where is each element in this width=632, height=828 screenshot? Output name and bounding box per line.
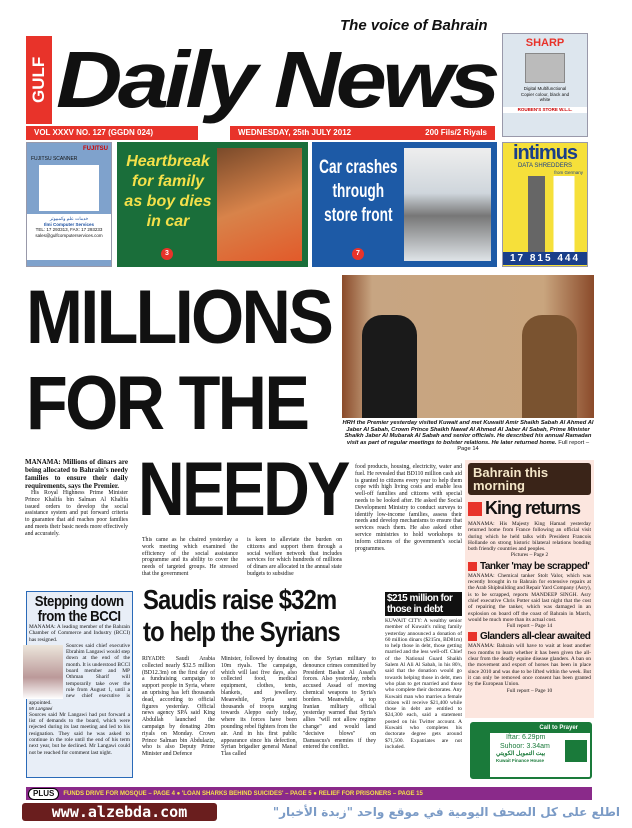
teaser-headline: Heartbreak for family as boy dies in car <box>124 153 212 230</box>
shredder-image <box>503 176 587 252</box>
lead-paragraph: His Royal Highness Prime Minister Prince Khalifa bin Salman Al Khalifa issued orders to develop the social assistance system and put forward criteria to guarantee that aid reaches poor families and meets their basic needs more effectively and accurately. <box>25 490 128 537</box>
fujitsu-company-ar: خدمات علم وكمبيوتر <box>49 216 89 221</box>
story-headline[interactable]: Glanders all-clear awaited <box>480 631 591 643</box>
bullet-icon <box>468 502 482 516</box>
alzebda-arabic-text: اطلع على كل الصحف اليومية في موقع واحد "زبدة الأخبار" <box>272 805 620 819</box>
fujitsu-title: FUJITSU SCANNER <box>31 156 78 162</box>
sharp-logo: SHARP <box>525 37 565 49</box>
alzebda-url[interactable]: www.alzebda.com <box>22 803 217 821</box>
bcci-headline[interactable]: Stepping down from the BCCI <box>34 593 124 625</box>
gulf-logo-box: GULF <box>26 36 52 124</box>
teaser-heartbreak[interactable] <box>117 142 308 267</box>
boy-photo <box>217 148 302 261</box>
lead-intro-column <box>25 458 128 538</box>
volume-bar: VOL XXXV NO. 127 (GGDN 024) <box>26 126 198 140</box>
bcci-paragraph: Sources said Mr Langawi had put forward a list of demands to the board, which were rejected during its last meeting and led to his resignation. They said he was asked to continue in the role until the end of his term next year, but he declined. Mr Langawi could not be reached for comment last night. <box>29 711 130 756</box>
sponsor-name: Kuwait Finance House <box>496 758 545 763</box>
sponsor-ar: بيت التمويل الكويتي <box>496 751 546 757</box>
saudi-column-1: RIYADH: Saudi Arabia collected nearly $32.5 million (BD12.3m) on the first day of a fundraising campaign to support people in Syria, where an uprising has left thousands dead, according to official figures yesterday. Official news agency SPA said King Abdullah launched the campaign by donating 20m riyals on Monday. Crown Prince Salman bin Abdulaziz, who is also Deputy Prime Minister and Defence <box>142 656 215 758</box>
bullet-icon <box>468 562 477 571</box>
call-to-prayer-box <box>470 722 592 779</box>
intimus-logo: intimus <box>512 142 578 164</box>
story-body: MANAMA: His Majesty King Hamad yesterday returned home from France following an official visit during which he held talks with President Francois Hollande on strong historic bilateral relations bonding both friendly countries and peoples. <box>468 521 591 553</box>
fujitsu-logo: FUJITSU <box>82 146 108 152</box>
intimus-line1: DATA SHREDDERS <box>517 163 573 169</box>
tagline: The voice of Bahrain <box>340 17 488 34</box>
story-ref[interactable]: Full report – Page 10 <box>506 687 553 694</box>
saudi-column-2: Minister, followed by donating 10m riyals. The campaign, which will last five days, also collected food, medical equipment, clothes, tents, blankets, and jewellery. Meanwhile, Syria sent thousands of troops surging towards Aleppo early today, where its forces have been pounding rebel fighters from the air. And in his first public appearance since his defection, Syrian brigadier general Manaf Tlas called <box>221 656 297 758</box>
date-bar <box>230 126 495 140</box>
fujitsu-company: Ilmi Computer Services <box>43 221 95 227</box>
suhoor-time: Suhoor: 3.34am <box>500 743 550 750</box>
story-body: MANAMA: Chemical tanker Stolt Valor, which was recently brought in to Bahrain for extensive repairs at the Arab Shipbuilding and Repair Yard Company (Asry), is to be scrapped, reports MANDEEP SINGH. Asry chief executive Chris Potter said last night that the cost of repairing the tanker, which was damaged in an explosion on board off the coast of Bahrain in March, would be much more than its actual cost. <box>468 572 591 623</box>
bcci-story-box <box>26 591 133 778</box>
plus-label: PLUS <box>28 788 59 800</box>
newspaper-title: Daily News <box>56 35 496 124</box>
fujitsu-email: sales@gulfcomputerservices.com <box>35 232 103 238</box>
figure-left <box>362 315 417 418</box>
mosque-icon <box>472 733 490 777</box>
intimus-ad[interactable] <box>502 142 588 267</box>
story-headline[interactable]: Tanker 'may be scrapped' <box>480 560 590 572</box>
store-photo <box>404 148 491 261</box>
premier-kuwait-photo[interactable] <box>342 275 594 418</box>
fujitsu-ad[interactable] <box>26 142 112 267</box>
sharp-ad-text: Digital Multifunctional Copier colour, black and white <box>520 86 570 102</box>
bcci-paragraph: Sources said chief executive Ebrahim Langawi would step down at the end of the month. It is understood BCCI board member and MP Othman Sharif will temporarily take over the role from August 1, until a new chief executive is appointed. <box>29 642 130 706</box>
story-ref[interactable]: Full report – Page 14 <box>506 623 553 630</box>
page-badge: 7 <box>352 248 364 260</box>
figure-right <box>522 315 577 418</box>
teaser-headline: Car crashes through store front <box>319 157 398 226</box>
headline-line2: to help the Syrians <box>143 616 340 647</box>
lead-column-2: This came as he chaired yesterday a work meeting which examined the efficiency of the social assistance programme and its ability to cover the needs of targeted groups. He stressed that the government <box>142 537 238 577</box>
story-body: MANAMA: Bahrain will have to wait at least another two months to learn whether it has been given the all-clear from the deadly equine disease glanders. A ban on the movement and export of horses has been in place since 2010 and was due to be lifted within the week. But it can only be removed once consent has been granted by the European Union. <box>468 643 591 688</box>
lead-intro: MANAMA: Millions of dinars are being allocated to Bahrain's needy families to ensure their daily requirements, says the Premier. <box>25 458 128 490</box>
lead-headline-line2: FOR THE <box>26 361 308 446</box>
bullet-icon <box>468 632 477 641</box>
lead-headline-line3: NEEDY <box>138 447 348 532</box>
langawi-photo <box>23 645 63 699</box>
kuwait-body: KUWAIT CITY: A wealthy senior member of Kuwait's ruling family yesterday announced a donation of 60 million dinars ($215m, BD81m) to help those in debt, those getting married and the less well-off. Chief of the National Guard Shaikh Salem Al Ali Al Sabah, in his 80's, said that the donation would go towards helping those in debt, men who plan to get married and those who complete their doctorates. Any Kuwaiti man who marries a female citizen will receive $21,400 while those in debt are entitled to $24,300 each, said a statement posted on his Twitter account. A Kuwaiti who completes his doctorate degree gets around $71,500. Expatriates are not included. <box>385 618 462 750</box>
page-badge: 3 <box>161 248 173 260</box>
intimus-phone: 17 815 444 <box>503 252 587 265</box>
fujitsu-tel: TEL: 17 293313, FAX: 17 293233 <box>35 227 103 232</box>
saudi-headline[interactable] <box>143 584 340 648</box>
bahrain-this-morning-box <box>465 460 594 718</box>
scanner-image <box>39 165 99 211</box>
copier-image <box>525 53 565 83</box>
plus-items[interactable]: FUNDS DRIVE FOR MOSQUE – PAGE 4 ● 'LOAN SHARKS BEHIND SUICIDES' – PAGE 5 ● RELIEF FOR PRISONERS – PAGE 15 <box>63 790 423 797</box>
kuwait-headline[interactable]: $215 million for those in debt <box>385 592 462 616</box>
caption-text: HRH the Premier yesterday visited Kuwait and met Kuwaiti Amir Shaikh Sabah Al Ahmed Al Jaber Al Sabah, Crown Prince Shaikh Nawaf Al Ahmed Al Jaber Al Sabah, Prime Minister Shaikh Jaber Al Mubarak Al Sabah and senior officials. He described his annual Ramadan visit as part of regular meetings to bolster relations. He later returned home. <box>342 420 594 446</box>
photo-caption: Mr Langawi <box>29 705 53 711</box>
bcci-paragraph: MANAMA: A leading member of the Bahrain Chamber of Commerce and Industry (BCCI) has resigned. <box>29 624 130 643</box>
headline-line1: Saudis raise $32m <box>143 584 337 615</box>
plus-bar <box>26 787 592 800</box>
sharp-store: ROUBEN'S STORE W.L.L. <box>503 107 587 113</box>
lead-column-4: food products, housing, electricity, water and fuel. He revealed that BD110 million cash aid is granted to citizens every year to help them cope with high living costs and enable less well-off families and citizens with special needs to be looked after. He asked the Social Development Ministry to conduct surveys to identify low-income families, assess their needs and develop mechanisms to ensure that services reach them. He also asked other service ministries to hold workshops to inform citizens of the government's social programmes. <box>355 464 462 552</box>
sharp-ad[interactable] <box>502 33 588 137</box>
issue-date: WEDNESDAY, 25th JULY 2012 <box>238 128 352 137</box>
story-headline[interactable]: King returns <box>485 498 581 518</box>
saudi-column-3: on the Syrian military to denounce crimes committed by President Bashar Al Assad's forces. Also yesterday, rebels accused Assad of moving chemical weapons to Syria's borders. Meanwhile, a top Iranian military official yesterday warned that Syria's allies "will not allow regime change" and would land "decisive blows" on Damascus's enemies if they entered the conflict. <box>303 656 376 751</box>
price: 200 Fils/2 Riyals <box>425 128 487 137</box>
story-ref[interactable]: Pictures – Page 2 <box>510 552 549 559</box>
prayer-title: Call to Prayer <box>472 724 590 733</box>
kfh-logo <box>565 740 587 762</box>
kuwait-story <box>385 592 462 750</box>
lead-column-3: is keen to alleviate the burden on citizens and support them through a social welfare network that includes services for which hundreds of millions of dinars are allocated in the annual state budgets to subsidise <box>247 537 342 577</box>
lead-headline-line1: MILLIONS <box>26 275 332 360</box>
iftar-time: Iftar: 6.29pm <box>506 734 546 741</box>
caption-ref[interactable]: Full report – Page 14 <box>457 439 590 453</box>
intimus-line2: from Germany <box>554 170 583 175</box>
teaser-car-crash[interactable] <box>312 142 497 267</box>
section-title: Bahrain this morning <box>468 463 591 495</box>
photo-caption <box>342 420 594 453</box>
